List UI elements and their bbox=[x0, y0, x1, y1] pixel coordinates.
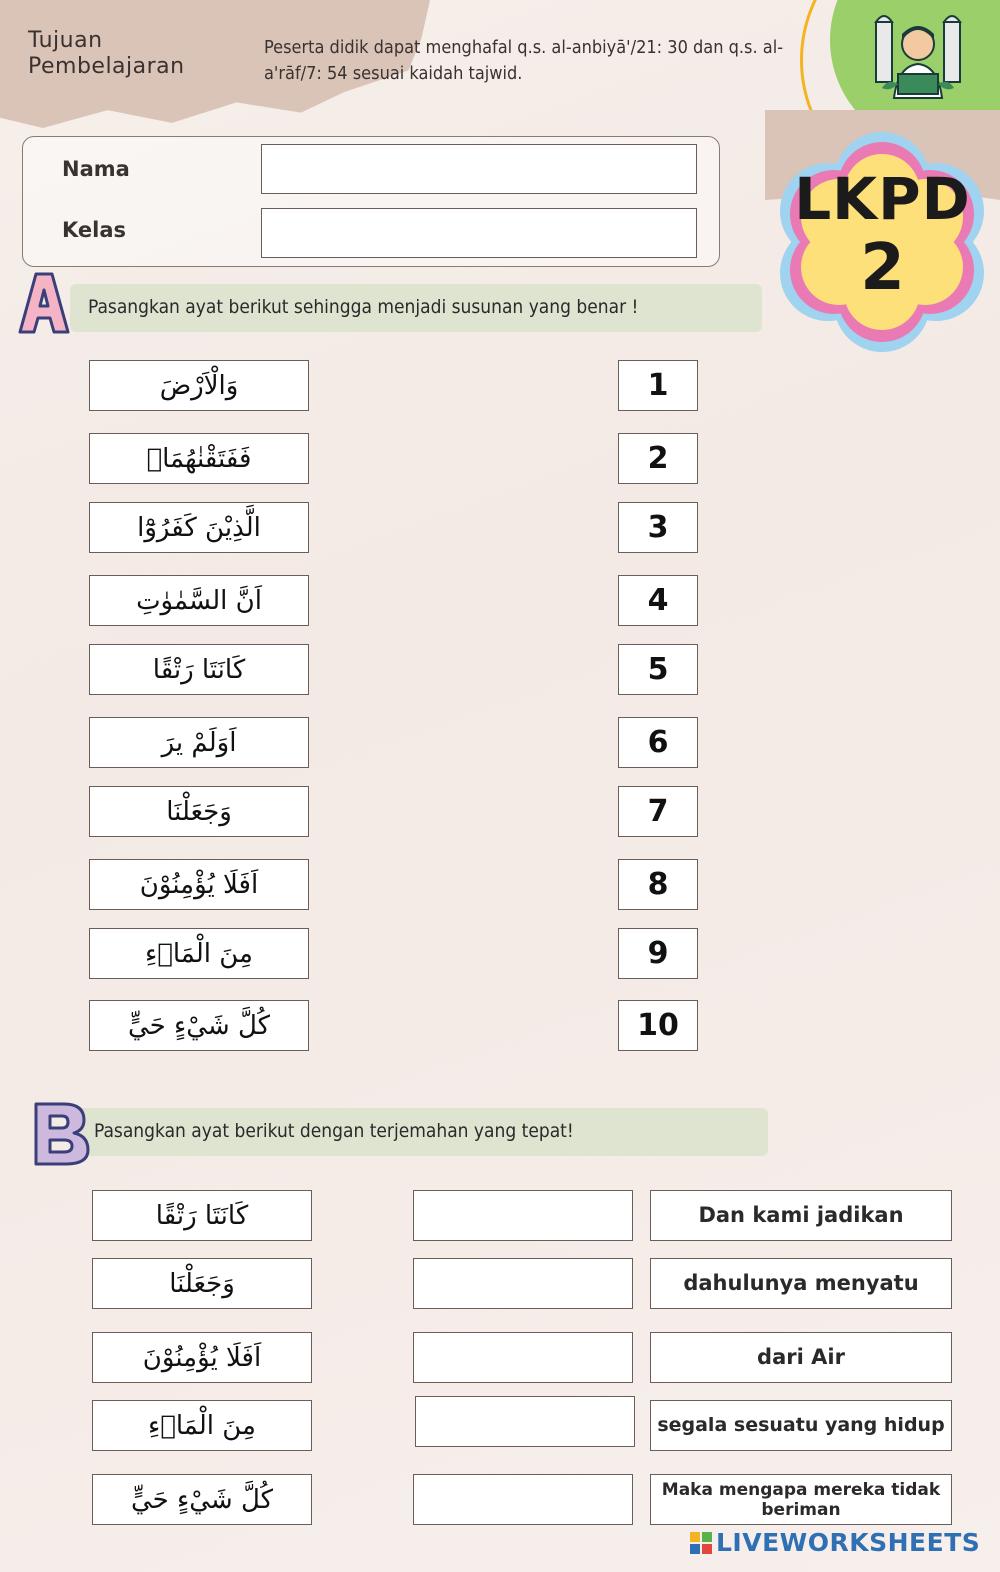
liveworksheets-logo-text: LIVEWORKSHEETS bbox=[716, 1528, 981, 1557]
order-number-box[interactable]: 7 bbox=[618, 786, 698, 837]
arabic-phrase-box[interactable]: كَانَتَا رَتْقًا bbox=[92, 1190, 312, 1241]
objective-description: Peserta didik dapat menghafal q.s. al-anbiyā'/21: 30 dan q.s. al-a'rāf/7: 54 sesuai kaidah tajwid. bbox=[264, 37, 784, 84]
arabic-phrase-box[interactable]: كُلَّ شَيْءٍ حَيٍّ bbox=[92, 1474, 312, 1525]
arabic-phrase-box[interactable]: وَجَعَلْنَا bbox=[92, 1258, 312, 1309]
name-label: Nama bbox=[62, 157, 130, 181]
liveworksheets-logo bbox=[690, 1528, 980, 1557]
arabic-phrase-box[interactable]: مِنَ الْمَاۤءِ bbox=[89, 928, 309, 979]
arabic-phrase-box[interactable]: مِنَ الْمَاۤءِ bbox=[92, 1400, 312, 1451]
lkpd-title: LKPD bbox=[794, 165, 971, 233]
class-input[interactable] bbox=[261, 208, 697, 258]
lkpd-number: 2 bbox=[860, 231, 905, 305]
arabic-phrase-box[interactable]: اَنَّ السَّمٰوٰتِ bbox=[89, 575, 309, 626]
name-input[interactable] bbox=[261, 144, 697, 194]
section-a-instruction: Pasangkan ayat berikut sehingga menjadi susunan yang benar ! bbox=[88, 296, 639, 318]
translation-box[interactable]: Dan kami jadikan bbox=[650, 1190, 952, 1241]
arabic-phrase-box[interactable]: الَّذِيْنَ كَفَرُوْٓا bbox=[89, 502, 309, 553]
order-number-box[interactable]: 8 bbox=[618, 859, 698, 910]
translation-box[interactable]: segala sesuatu yang hidup bbox=[650, 1400, 952, 1451]
arabic-phrase-box[interactable]: اَفَلَا يُؤْمِنُوْنَ bbox=[92, 1332, 312, 1383]
answer-input[interactable] bbox=[415, 1396, 635, 1447]
objective-title bbox=[28, 28, 185, 80]
order-number-box[interactable]: 3 bbox=[618, 502, 698, 553]
lkpd-badge bbox=[770, 130, 995, 355]
order-number-box[interactable]: 4 bbox=[618, 575, 698, 626]
class-label: Kelas bbox=[62, 218, 127, 242]
order-number-box[interactable]: 5 bbox=[618, 644, 698, 695]
arabic-phrase-box[interactable]: كَانَتَا رَتْقًا bbox=[89, 644, 309, 695]
order-number-box[interactable]: 1 bbox=[618, 360, 698, 411]
translation-box[interactable]: Maka mengapa mereka tidak beriman bbox=[650, 1474, 952, 1525]
arabic-phrase-box[interactable]: وَجَعَلْنَا bbox=[89, 786, 309, 837]
reading-boy-avatar-icon bbox=[868, 8, 968, 108]
order-number-box[interactable]: 6 bbox=[618, 717, 698, 768]
answer-input[interactable] bbox=[413, 1332, 633, 1383]
letter-b-badge-icon bbox=[30, 1098, 92, 1168]
order-number-box[interactable]: 9 bbox=[618, 928, 698, 979]
objective-title-line2: Pembelajaran bbox=[28, 54, 185, 79]
translation-box[interactable]: dari Air bbox=[650, 1332, 952, 1383]
arabic-phrase-box[interactable]: كُلَّ شَيْءٍ حَيٍّ bbox=[89, 1000, 309, 1051]
order-number-box[interactable]: 2 bbox=[618, 433, 698, 484]
liveworksheets-logo-icon bbox=[690, 1532, 712, 1554]
letter-a-badge-icon bbox=[12, 268, 74, 338]
answer-input[interactable] bbox=[413, 1258, 633, 1309]
objective-title-line1: Tujuan bbox=[28, 28, 103, 53]
order-number-box[interactable]: 10 bbox=[618, 1000, 698, 1051]
arabic-phrase-box[interactable]: اَوَلَمْ يرَ bbox=[89, 717, 309, 768]
answer-input[interactable] bbox=[413, 1474, 633, 1525]
translation-box[interactable]: dahulunya menyatu bbox=[650, 1258, 952, 1309]
answer-input[interactable] bbox=[413, 1190, 633, 1241]
section-b-instruction: Pasangkan ayat berikut dengan terjemahan yang tepat! bbox=[94, 1120, 574, 1142]
arabic-phrase-box[interactable]: فَفَتَقْنٰهُمَاۗ bbox=[89, 433, 309, 484]
arabic-phrase-box[interactable]: وَالْاَرْضَ bbox=[89, 360, 309, 411]
arabic-phrase-box[interactable]: اَفَلَا يُؤْمِنُوْنَ bbox=[89, 859, 309, 910]
lkpd-label bbox=[770, 165, 995, 305]
